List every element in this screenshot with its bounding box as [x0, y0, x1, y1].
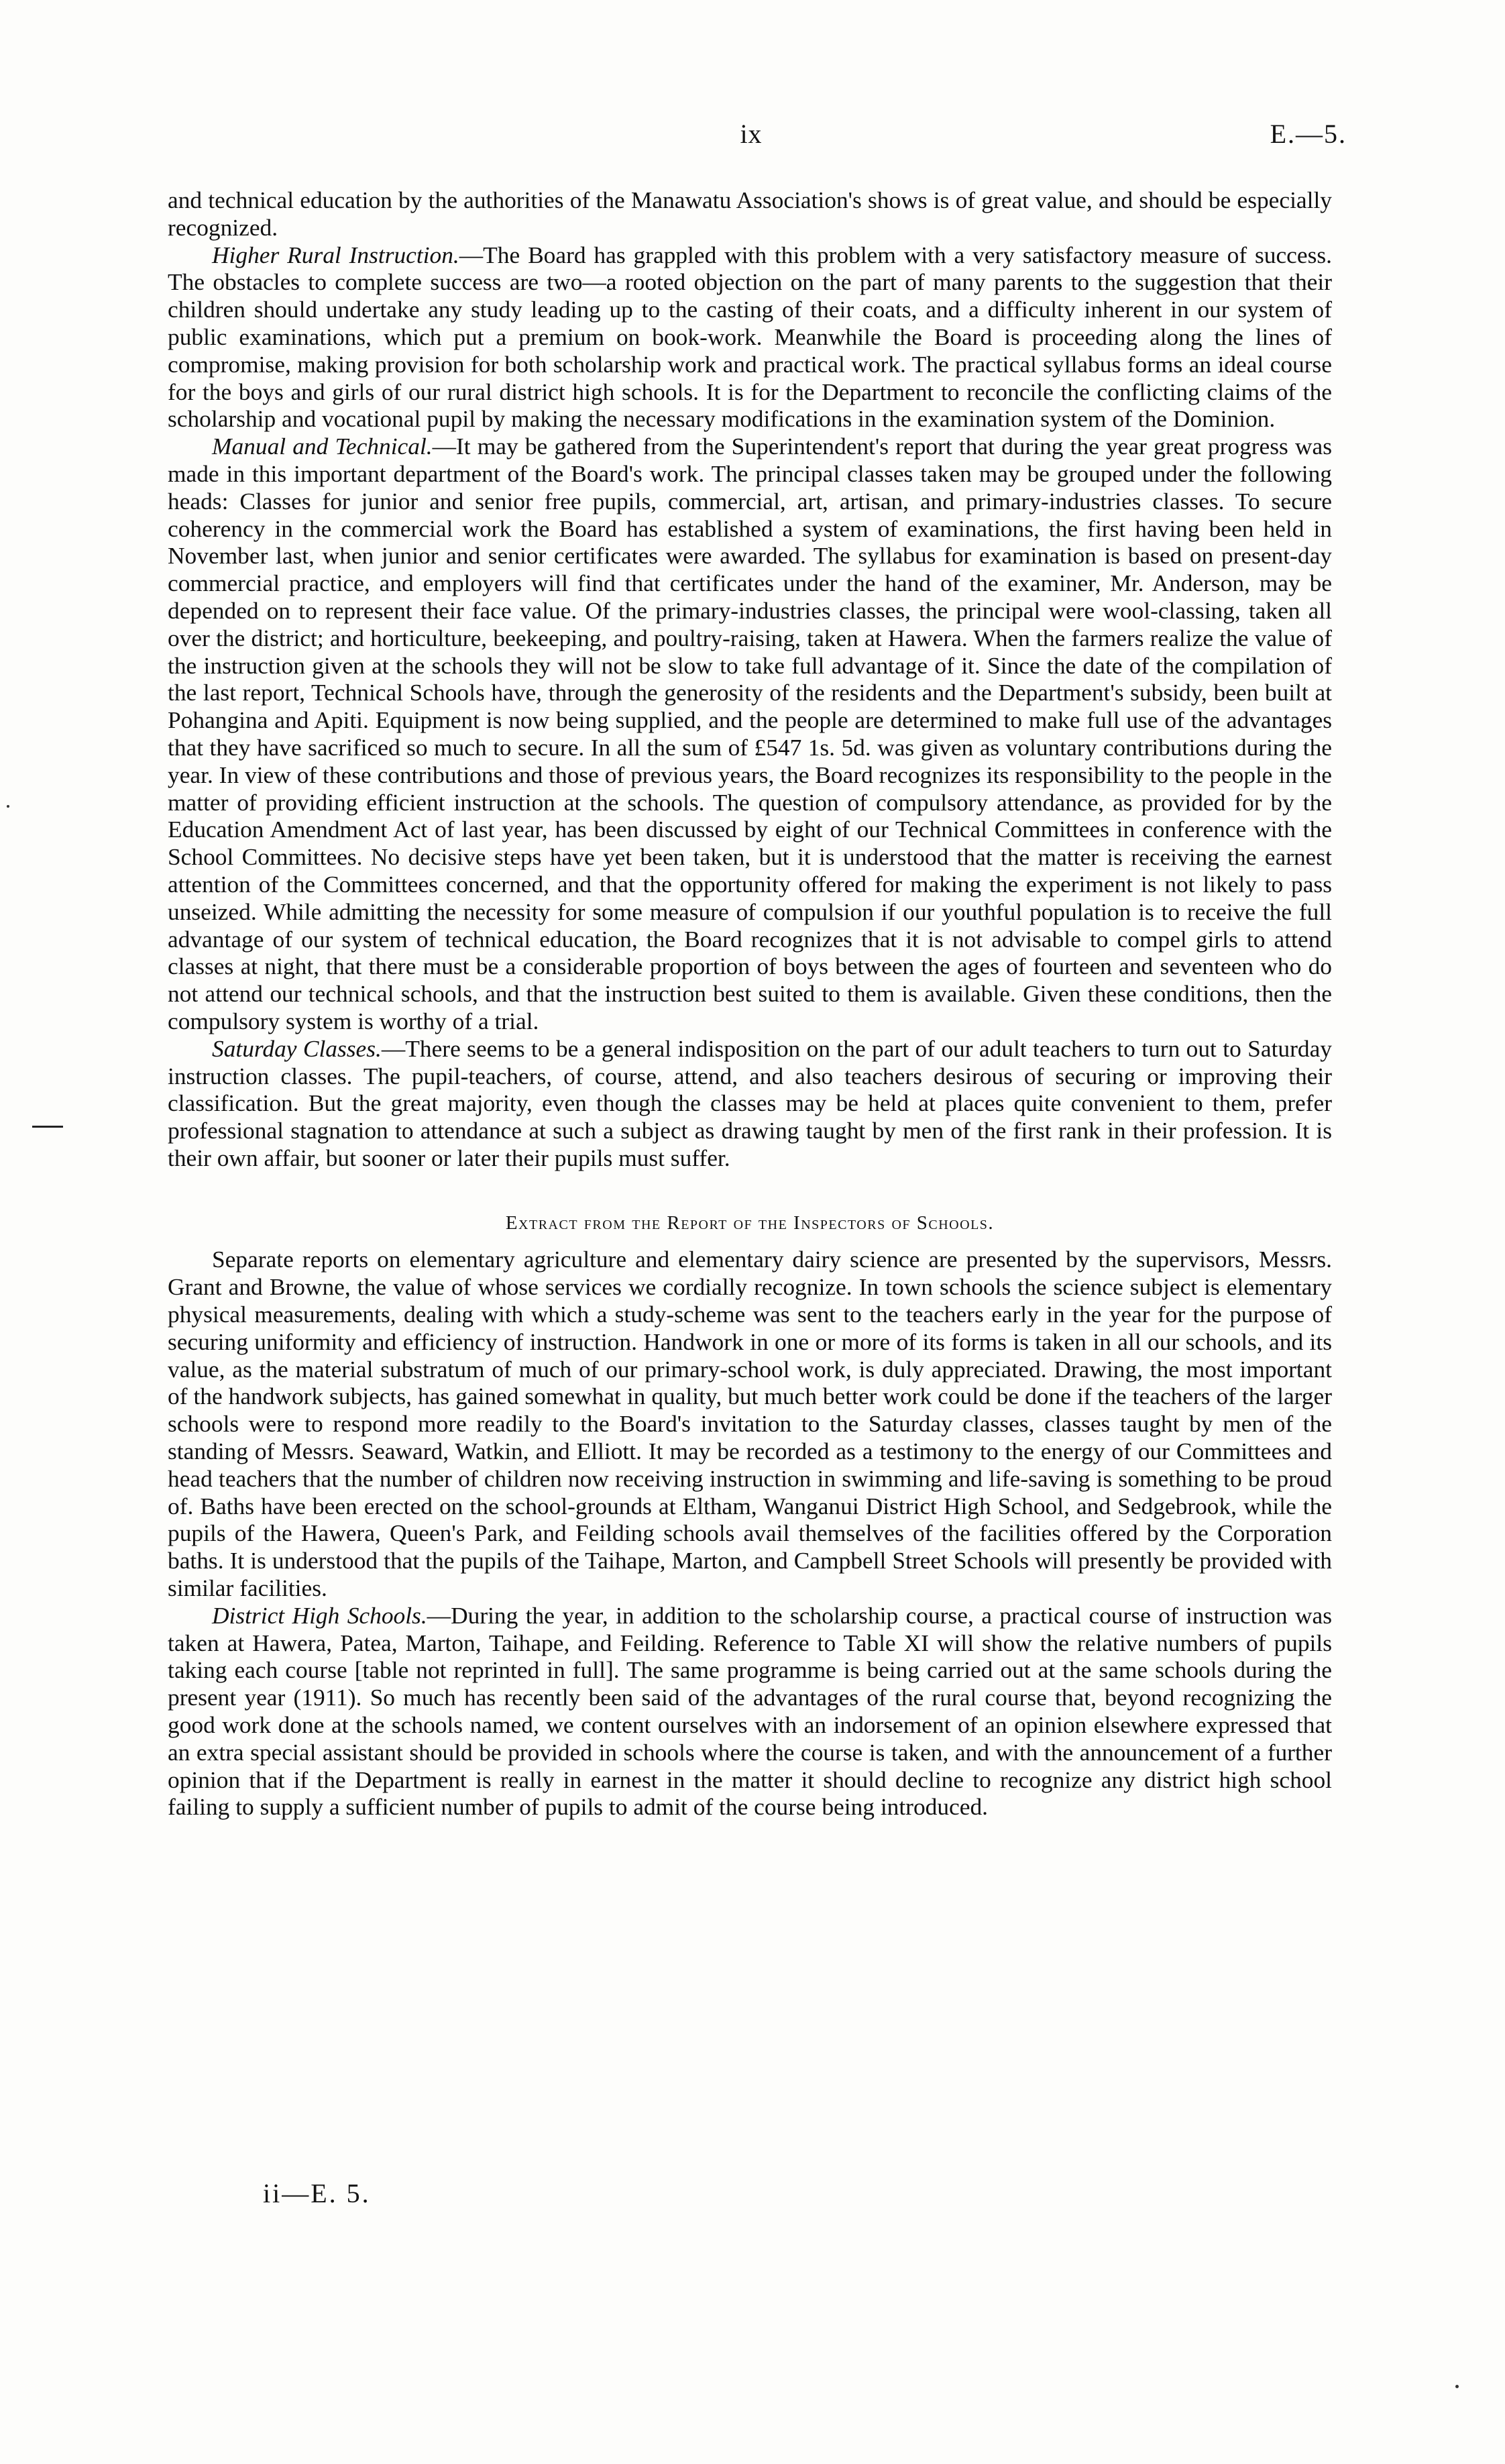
page-number: ix — [740, 119, 763, 149]
paragraph-heading: Higher Rural Instruction. — [212, 241, 459, 268]
scan-speck — [7, 805, 9, 808]
paragraph-continuation — [168, 186, 1332, 242]
scan-speck — [1455, 2385, 1459, 2388]
paragraph-text: Separate reports on elementary agriculture and elementary dairy science are presented by the supervisors, Messrs. Grant and Browne, the value of whose services we cordially recognize. In town schools the science subject is elementary physical measurements, dealing with which a study-scheme was sent to the teachers early in the year for the purpose of securing uniformity and efficiency of instruction. Handwork in one or more of its forms is taken in all our schools, and its value, as the material substratum of much of our primary-school work, is duly appreciated. Drawing, the most important of the handwork subjects, has gained somewhat in quality, but much better work could be done if the teachers of the larger schools were to respond more readily to the Board's invitation to the Saturday classes, classes taught by men of the standing of Messrs. Seaward, Watkin, and Elliott. It may be recorded as a testimony to the energy of our Committees and head teachers that the number of children now receiving instruction in swimming and life-saving is something to be proud of. Baths have been erected on the school-grounds at Eltham, Wanganui District High School, and Sedgebrook, while the pupils of the Hawera, Queen's Park, and Feilding schools avail themselves of the facilities offered by the Corporation baths. It is understood that the pupils of the Taihape, Marton, and Campbell Street Schools will presently be provided with similar facilities. — [168, 1246, 1332, 1602]
document-reference: E.—5. — [1270, 119, 1347, 149]
paragraph-text: —The Board has grappled with this problem with a very satisfactory measure of success. The obstacles to complete success are two—a rooted objection on the part of many parents to the suggestion that their children should undertake any study leading up to the casting of their coats, and a difficulty inherent in our system of public examinations, which put a premium on book-work. Meanwhile the Board is proceeding along the lines of compromise, making provision for both scholarship work and practical work. The practical syllabus forms an ideal course for the boys and girls of our rural district high schools. It is for the Department to reconcile the conflicting claims of the scholarship and vocational pupil by making the necessary modifications in the examination system of the Dominion. — [168, 241, 1332, 433]
paragraph-text: —It may be gathered from the Superintendent's report that during the year great progress was made in this important department of the Board's work. The principal classes taken may be grouped under the following heads: Classes for junior and senior free pupils, commercial, art, artisan, and primary-industries classes. To secure coherency in the commercial work the Board has established a system of examinations, the first having been held in November last, when junior and senior certificates were awarded. The syllabus for examination is based on present-day commercial practice, and employers will find that certificates under the hand of the examiner, Mr. Anderson, may be depended on to represent their face value. Of the primary-industries classes, the principal were wool-classing, taken all over the district; and horticulture, beekeeping, and poultry-raising, taken at Hawera. When the farmers realize the value of the instruction given at the schools they will not be slow to take full advantage of it. Since the date of the compilation of the last report, Technical Schools have, through the generosity of the residents and the Department's subsidy, been built at Pohangina and Apiti. Equipment is now being supplied, and the people are determined to make full use of the advantages that they have sacrificed so much to secure. In all the sum of £547 1s. 5d. was given as voluntary contributions during the year. In view of these contributions and those of previous years, the Board recognizes its responsibility to the people in the matter of providing efficient instruction at the schools. The question of compulsory attendance, as provided for by the Education Amendment Act of last year, has been discussed by eight of our Technical Committees in conference with the School Committees. No decisive steps have yet been taken, but it is understood that the matter is receiving the earnest attention of the Committees concerned, and that the opportunity offered for making the experiment is not likely to pass unseized. While admitting the necessity for some measure of compulsion if our youthful population is to receive the full advantage of our system of technical education, the Board recognizes that it is not advisable to compel girls to attend classes at night, that there must be a considerable proportion of boys between the ages of fourteen and seventeen who do not attend our technical schools, and that the instruction best suited to them is available. Given these conditions, then the compulsory system is worthy of a trial. — [168, 433, 1332, 1034]
paragraph-text: and technical education by the authorities of the Manawatu Association's shows is of great value, and should be especially recognized. — [168, 186, 1332, 241]
paragraph-manual-and-technical — [168, 433, 1332, 1035]
paragraph-saturday-classes — [168, 1035, 1332, 1172]
paragraph-inspectors-report — [168, 1246, 1332, 1601]
paragraph-heading: Saturday Classes. — [212, 1034, 382, 1062]
margin-mark — [32, 1126, 63, 1128]
footer-signature: ii—E. 5. — [263, 2178, 371, 2208]
body-text — [168, 186, 1332, 1821]
paragraph-text: —There seems to be a general indisposition on the part of our adult teachers to turn out to Saturday instruction classes. The pupil-teachers, of course, attend, and also teachers desirous of securing or improving their classification. But the great majority, even though the classes may be held at places quite convenient to them, prefer professional stagnation to attendance at such a subject as drawing taught by men of the first rank in their profession. It is their own affair, but sooner or later their pupils must suffer. — [168, 1034, 1332, 1171]
section-heading: Extract from the Report of the Inspectors of Schools. — [505, 1212, 995, 1234]
paragraph-heading: District High Schools. — [212, 1601, 427, 1629]
paragraph-heading: Manual and Technical. — [212, 433, 433, 460]
paragraph-text: —During the year, in addition to the scholarship course, a practical course of instruction was taken at Hawera, Patea, Marton, Taihape, and Feilding. Reference to Table XI will show the relative numbers of pupils taking each course [table not reprinted in full]. The same programme is being carried out at the same schools during the present year (1911). So much has recently been said of the advantages of the rural course that, beyond recognizing the good work done at the schools named, we content ourselves with an indorsement of an opinion elsewhere expressed that an extra special assistant should be provided in schools where the course is taken, and with the announcement of a further opinion that if the Department is really in earnest in the matter it should decline to recognize any district high school failing to supply a sufficient number of pupils to admit of the course being introduced. — [168, 1601, 1332, 1821]
paragraph-district-high-schools — [168, 1602, 1332, 1821]
paragraph-higher-rural-instruction — [168, 242, 1332, 433]
